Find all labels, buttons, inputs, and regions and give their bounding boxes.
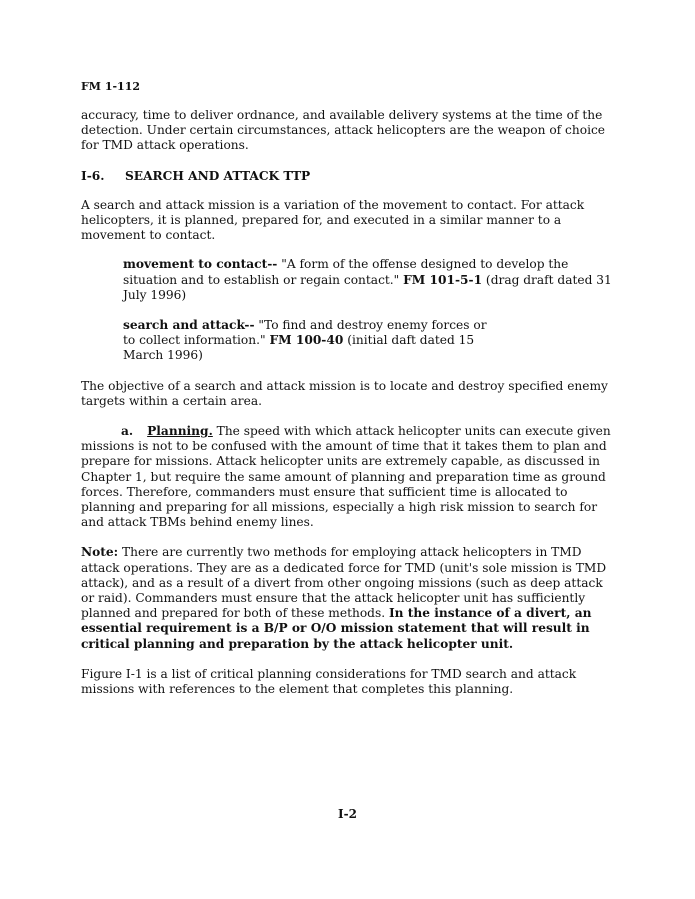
objective-paragraph: The objective of a search and attack mission is to locate and destroy specified enemy targets within a certain area. bbox=[81, 378, 608, 408]
section-heading bbox=[81, 169, 616, 184]
note-text: There are currently two methods for employing attack helicopters in TMD attack operations. They are as a dedicated force for TMD (unit's sole mission is TMD attack), and as a result of a divert from other ongoing missions (such as deep attack or raid). Commanders must ensure that the attack helicopter unit has sufficiently planned and prepared for both of these methods. bbox=[81, 545, 607, 621]
page-content bbox=[81, 108, 616, 697]
definition-source: FM 100-40 bbox=[269, 333, 344, 348]
definition-term: movement to contact-- bbox=[123, 257, 278, 272]
planning-title: Planning. bbox=[147, 424, 213, 439]
planning-text: The speed with which attack helicopter units can execute given missions is not to be confused with the amount of time that it takes them to plan and prepare for missions. Attack helicopter units are extremely capable, as discussed in Chapter 1, but require the same amount of planning and preparation time as ground forces. Therefore, commanders must ensure that sufficient time is allocated to planning and preparing for all missions, especially a high risk mission to search for and attack TBMs behind enemy lines. bbox=[81, 424, 611, 530]
definition-quote: "To find and destroy enemy forces or to collect information." bbox=[123, 318, 487, 348]
figure-reference-paragraph: Figure I-1 is a list of critical planning considerations for TMD search and attack missions with references to the element that completes this planning. bbox=[81, 666, 577, 697]
definition-source: FM 101-5-1 bbox=[403, 272, 483, 287]
note-paragraph bbox=[81, 545, 616, 651]
page-number: I-2 bbox=[338, 807, 357, 821]
section-number: I-6. bbox=[81, 168, 105, 183]
definition-note: (drag draft dated 31 July 1996) bbox=[123, 272, 612, 302]
definition-search-and-attack bbox=[123, 318, 493, 364]
intro-paragraph: accuracy, time to deliver ordnance, and available delivery systems at the time of the detection. Under certain circumstances, attack helicopters are the weapon of choice for TMD attack operations. bbox=[81, 108, 606, 153]
section-title: SEARCH AND ATTACK TTP bbox=[125, 168, 311, 183]
search-attack-paragraph: A search and attack mission is a variation of the movement to contact. For attack helicopters, it is planned, prepared for, and executed in a similar manner to a movement to contact. bbox=[81, 197, 585, 243]
definition-movement-to-contact bbox=[123, 257, 616, 303]
definition-note: (initial daft dated 15 March 1996) bbox=[123, 333, 475, 363]
planning-label: a. bbox=[121, 424, 134, 439]
note-emphasis: In the instance of a divert, an essential requirement is a B/P or O/O mission statement that will result in critical planning and preparation by the attack helicopter unit. bbox=[81, 606, 592, 651]
note-label: Note: bbox=[81, 545, 119, 560]
definition-quote: "A form of the offense designed to develop the situation and to establish or regain contact." bbox=[123, 257, 569, 287]
planning-paragraph bbox=[81, 424, 616, 530]
definition-term: search and attack-- bbox=[123, 318, 255, 333]
doc-header: FM 1-112 bbox=[81, 80, 140, 93]
